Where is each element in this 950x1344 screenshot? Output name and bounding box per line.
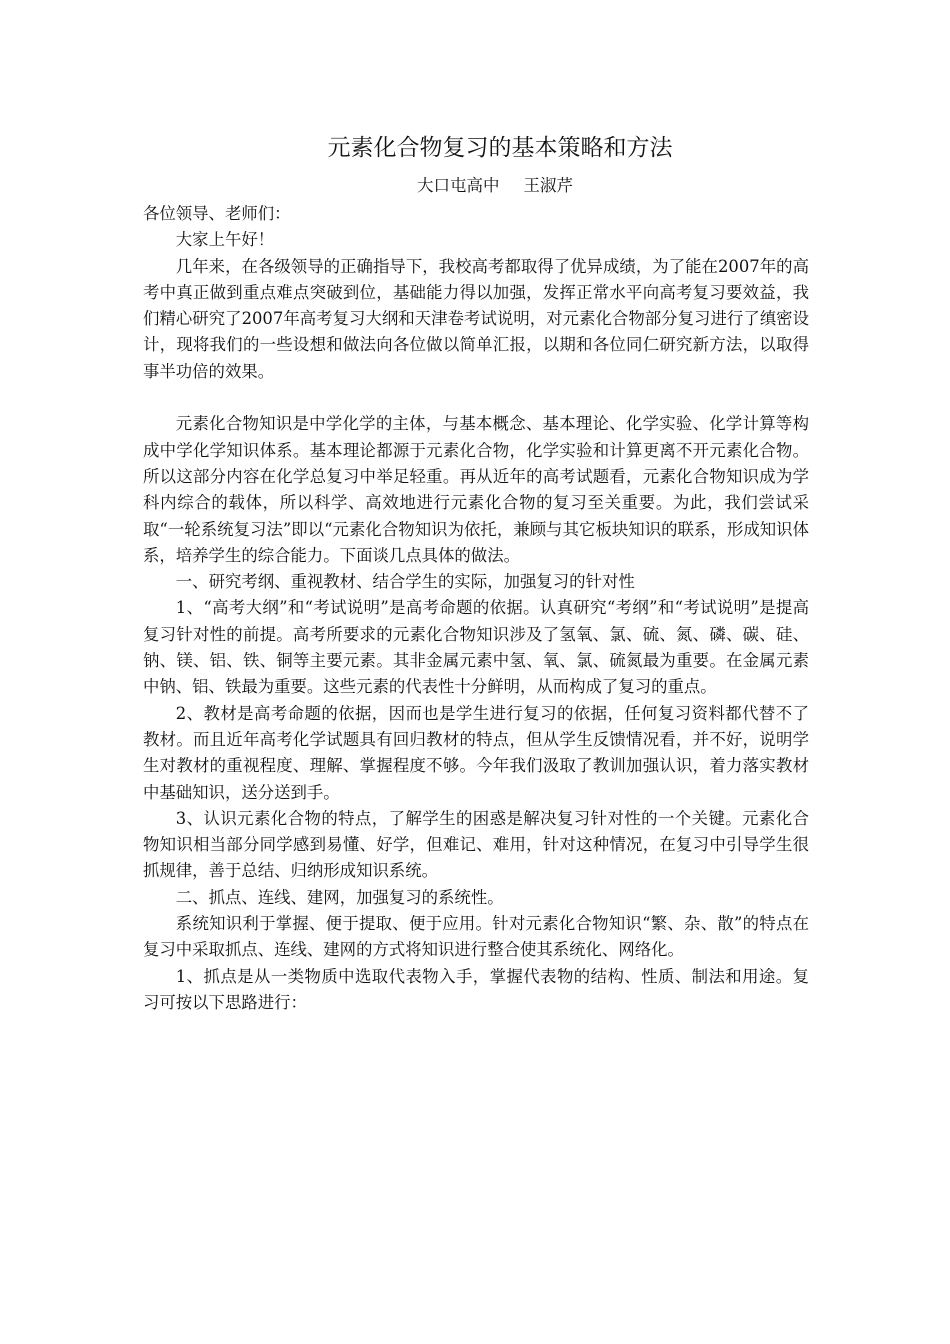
section-heading-1: 一、研究考纲、重视教材、结合学生的实际，加强复习的针对性 bbox=[175, 572, 635, 592]
paragraph-intro: 几年来，在各级领导的正确指导下，我校高考都取得了优异成绩，为了能在2007年的高考中真正做到重点难点突破到位，基础能力得以加强，发挥正常水平向高考复习要效益，我们精心研究了2007年高考复习大纲和天津卷考试说明，对元素化合物部分复习进行了缜密设计，现将我们的一些设想和做法向各位做以简单汇报，以期和各位同仁研究新方法，以取得事半功倍的效果。 bbox=[143, 256, 809, 381]
paragraph-point-1-2: 2、教材是高考命题的依据，因而也是学生进行复习的依据，任何复习资料都代替不了教材。而且近年高考化学试题具有回归教材的特点，但从学生反馈情况看，并不好，说明学生对教材的重视程度、理解、掌握程度不够。今年我们汲取了教训加强认识，着力落实教材中基础知识，送分送到手。 bbox=[143, 703, 809, 802]
paragraph-overview: 元素化合物知识是中学化学的主体，与基本概念、基本理论、化学实验、化学计算等构成中学化学知识体系。基本理论都源于元素化合物，化学实验和计算更离不开元素化合物。所以这部分内容在化学总复习中举足轻重。再从近年的高考试题看，元素化合物知识成为学科内综合的载体，所以科学、高效地进行元素化合物的复习至关重要。为此，我们尝试采取“一轮系统复习法”即以“元素化合物知识为依托，兼顾与其它板块知识的联系，形成知识体系，培养学生的综合能力。下面谈几点具体的做法。 bbox=[143, 414, 809, 565]
greeting: 大家上午好！ bbox=[175, 230, 275, 250]
author-line bbox=[0, 174, 950, 198]
paragraph-point-2-1: 1、抓点是从一类物质中选取代表物入手，掌握代表物的结构、性质、制法和用途。复习可按以下思路进行： bbox=[143, 966, 809, 1012]
salutation: 各位领导、老师们： bbox=[143, 204, 291, 223]
paragraph-point-1-1: 1、“高考大纲”和“考试说明”是高考命题的依据。认真研究“考纲”和“考试说明”是提高复习针对性的前提。高考所要求的元素化合物知识涉及了氢氧、氯、硫、氮、磷、碳、硅、钠、镁、铝、铁、铜等主要元素。其非金属元素中氢、氧、氯、硫氮最为重要。在金属元素中钠、铝、铁最为重要。这些元素的代表性十分鲜明，从而构成了复习的重点。 bbox=[143, 598, 809, 697]
author-school: 大口屯高中 bbox=[417, 176, 500, 195]
blank-line bbox=[143, 385, 809, 411]
author-name: 王淑芹 bbox=[523, 176, 573, 195]
document-title: 元素化合物复习的基本策略和方法 bbox=[327, 135, 673, 161]
paragraph-section-2-intro: 系统知识利于掌握、便于提取、便于应用。针对元素化合物知识“繁、杂、散”的特点在复习中采取抓点、连线、建网的方式将知识进行整合使其系统化、网络化。 bbox=[143, 914, 809, 960]
paragraph-point-1-3: 3、认识元素化合物的特点，了解学生的困惑是解决复习针对性的一个关键。元素化合物知识相当部分同学感到易懂、好学，但难记、难用，针对这种情况，在复习中引导学生很抓规律，善于总结、归纳形成知识系统。 bbox=[143, 808, 809, 881]
document-body bbox=[143, 201, 809, 1016]
section-heading-2: 二、抓点、连线、建网，加强复习的系统性。 bbox=[175, 887, 504, 907]
